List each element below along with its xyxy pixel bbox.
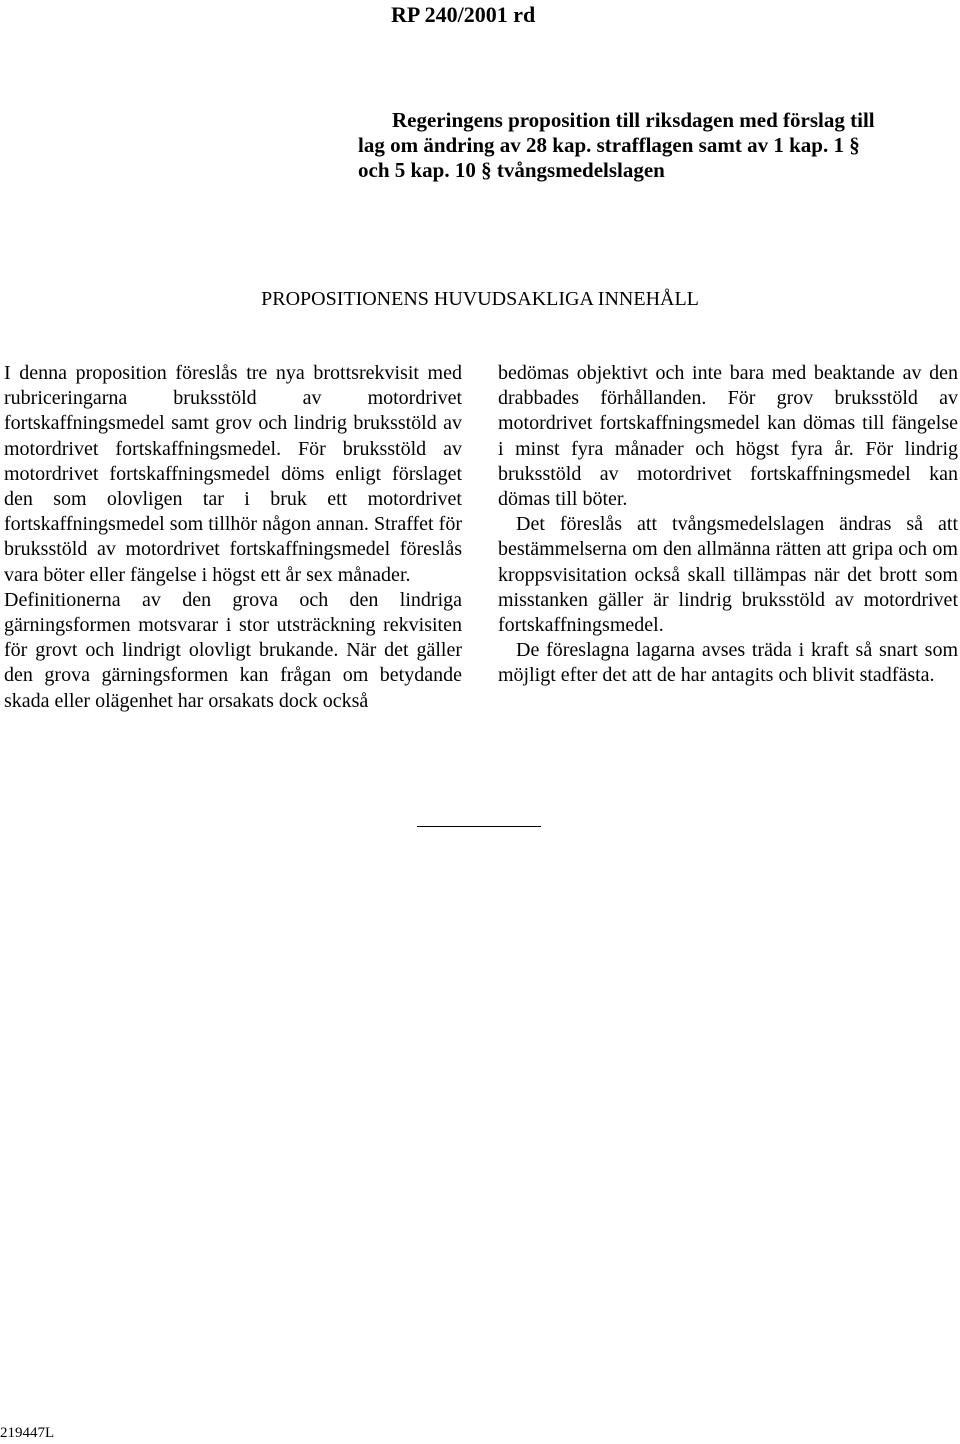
- section-heading: PROPOSITIONENS HUVUDSAKLIGA INNEHÅLL: [261, 288, 699, 310]
- title-line: och 5 kap. 10 § tvångsmedelslagen: [358, 158, 665, 182]
- body-paragraph: Definitionerna av den grova och den lindriga gärningsformen motsvarar i stor utsträckning rekvisiten för grovt och lindrigt olovligt brukande. När det gäller den grova gärningsformen kan frågan om betydande skada eller olägenhet har orsakats dock också: [4, 588, 462, 712]
- body-paragraph: bedömas objektivt och inte bara med beaktande av den drabbades förhållanden. För grov bruksstöld av motordrivet fortskaffningsmedel kan dömas till fängelse i minst fyra månader och högst fyra år. För lindrig bruksstöld av motordrivet fortskaffningsmedel kan dömas till böter.: [498, 362, 958, 511]
- body-paragraph: I denna proposition föreslås tre nya brottsrekvisit med rubriceringarna bruksstöld av motordrivet fortskaffningsmedel samt grov och lindrig bruksstöld av motordrivet fortskaffningsmedel. För bruksstöld av motordrivet fortskaffningsmedel döms enligt förslaget den som olovligen tar i bruk ett motordrivet fortskaffningsmedel som tillhör någon annan. Straffet för bruksstöld av motordrivet fortskaffningsmedel föreslås vara böter eller fängelse i högst ett år sex månader.: [4, 362, 462, 586]
- section-divider: [417, 826, 541, 827]
- right-column: [498, 361, 958, 689]
- proposition-title: [358, 108, 938, 183]
- document-number: RP 240/2001 rd: [391, 2, 536, 27]
- body-paragraph: De föreslagna lagarna avses träda i kraft så snart som möjligt efter det att de har antagits och blivit stadfästa.: [498, 639, 958, 687]
- left-column: [4, 361, 462, 714]
- body-paragraph: Det föreslås att tvångsmedelslagen ändras så att bestämmelserna om den allmänna rätten att gripa och om kroppsvisitation också skall tillämpas när det brott som misstanken gäller är lindrig bruksstöld av motordrivet fortskaffningsmedel.: [498, 513, 958, 637]
- title-line: lag om ändring av 28 kap. strafflagen samt av 1 kap. 1 §: [358, 133, 860, 157]
- title-line: Regeringens proposition till riksdagen med förslag till: [392, 108, 875, 132]
- document-code: 219447L: [0, 1425, 55, 1441]
